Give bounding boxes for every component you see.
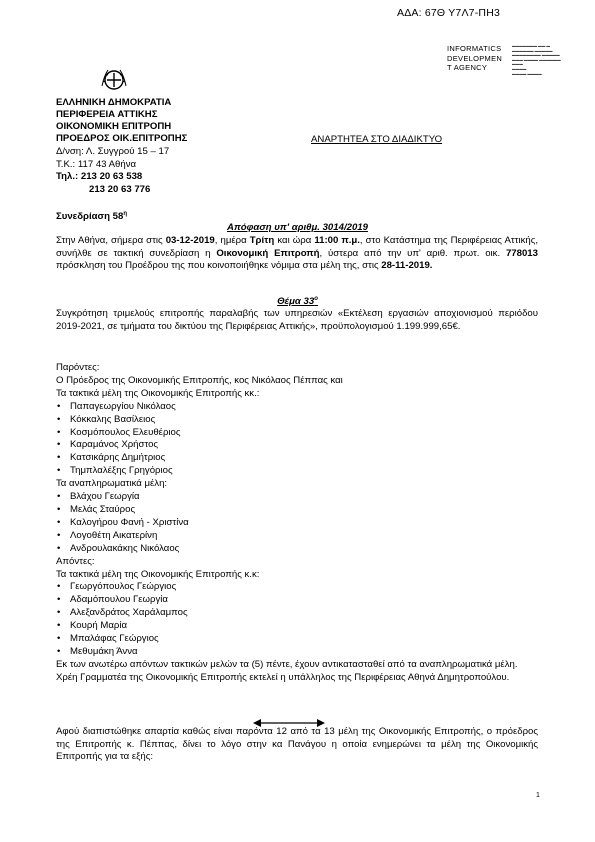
stamp-line-1: INFORMATICS: [447, 44, 502, 53]
chair-line: Ο Πρόεδρος της Οικονομικής Επιτροπής, κος Νικόλαος Πέππας και: [56, 374, 343, 386]
stamp-line-2: DEVELOPMEN: [447, 53, 503, 63]
list-item: • Βλάχου Γεωργία: [70, 491, 538, 504]
meeting-time: 11:00 π.μ.: [314, 235, 360, 246]
secretary-note: Χρέη Γραμματέα της Οικονομικής Επιτροπής εκτελεί η υπάλληλος της Περιφέρειας Αθηνά Δημητροπούλου.: [56, 671, 510, 683]
address: Δ/νση: Λ. Συγγρού 15 – 17: [56, 146, 170, 157]
absent-members-list: [56, 581, 538, 658]
quorum-paragraph: Αφού διαπιστώθηκε απαρτία καθώς είναι παρόντα 12 από τα 13 μέλη της Οικονομικής Επιτροπής, ο πρόεδρος της Επιτροπής κ. Πέππας, δίνει το λόγο στην κα Πανάγου η οποία ενημερώνει τα μέλη της Οικονομικής Επιτροπής για τα εξής:: [56, 726, 538, 762]
tel-1: 213 20 63 538: [80, 171, 143, 182]
meeting-day: Τρίτη: [249, 235, 275, 246]
header-line-1: ΕΛΛΗΝΙΚΗ ΔΗΜΟΚΡΑΤΙΑ: [56, 97, 172, 108]
list-item: • Αδαμόπουλου Γεωργία: [70, 594, 538, 607]
decision-title: Απόφαση υπ' αριθμ. 3014/2019: [227, 222, 368, 233]
postcode: Τ.Κ.: 117 43 Αθήνα: [56, 158, 137, 170]
invite-date: 28-11-2019.: [381, 260, 433, 271]
intro-paragraph: Στην Αθήνα, σήμερα στις 03-12-2019, ημέρα Τρίτη και ώρα 11:00 π.μ., στο Κατάστημα της Περιφέρειας Αττικής, συνήλθε σε τακτική συνεδρίαση η Οικονομική Επιτροπή, ύστερα από την υπ' αριθ. πρωτ. οικ. 778013 πρόσκληση του Προέδρου της που κοινοποιήθηκε νόμιμα στα μέλη της, στις 28-11-2019.: [56, 235, 538, 271]
absent-label: Απόντες:: [56, 555, 95, 567]
replaced-note: Εκ των ανωτέρω απόντων τακτικών μελών τα (5) πέντε, έχουν αντικατασταθεί από τα αναπληρωματικά μέλη.: [56, 658, 518, 670]
subject-text: Συγκρότηση τριμελούς επιτροπής παραλαβής των υπηρεσιών «Εκτέλεση εργασιών αποχιονισμού περιόδου 2019-2021, σε τμήματα του δικτύου της Περιφέρειας Αττικής», προϋπολογισμού 1.199.999,65€.: [56, 308, 538, 332]
protocol-number: 778013: [505, 247, 538, 259]
header-line-4: ΠΡΟΕΔΡΟΣ ΟΙΚ.ΕΠΙΤΡΟΠΗΣ: [56, 133, 188, 144]
meeting-date: 03-12-2019: [165, 235, 215, 246]
list-item: • Κατσικάρης Δημήτριος: [70, 452, 538, 465]
absent-regular-label: Τα τακτικά μέλη της Οικονομικής Επιτροπής κ.κ:: [56, 568, 260, 580]
list-item: • Μελάς Σταύρος: [70, 504, 538, 517]
subject-title: Θέμα $33^o$: [277, 296, 318, 308]
list-item: • Τημπλαλέξης Γρηγόριος: [70, 465, 538, 478]
present-label: Παρόντες:: [56, 362, 100, 373]
list-item: • Λογοθέτη Αικατερίνη: [70, 530, 538, 543]
issuer-header: [56, 97, 187, 145]
attendance-section: [56, 362, 538, 685]
list-item: • Μεθυμάκη Άννα: [70, 646, 538, 659]
ada-code: ΑΔΑ: 67Θ Υ7Λ7-ΠΗ3: [397, 7, 501, 19]
list-item: • Καραμάνος Χρήστος: [70, 439, 538, 452]
contact-block: [56, 146, 169, 196]
stamp-fine-print: ▬▬▬▬▬▬▬ ▬▬ ▬ ▬▬▬▬▬▬ ▬▬▬▬▬ ▬▬▬▬▬▬▬▬ ▬▬▬▬▬ ▬▬▬ ▬▬▬▬ ▬▬▬▬▬▬ ▬▬▬ ▬▬▬▬ ▬▬▬▬ ▬▬▬▬: [512, 44, 561, 76]
post-online-notice: ΑΝΑΡΤΗΤΕΑ ΣΤΟ ΔΙΑΔΙΚΤΥΟ: [311, 134, 443, 145]
tel-label: Τηλ.:: [56, 171, 79, 182]
session-number: Συνεδρίαση $58^\eta$: [56, 211, 127, 223]
greek-emblem-icon: [98, 64, 130, 96]
header-line-3: ΟΙΚΟΝΟΜΙΚΗ ΕΠΙΤΡΟΠΗ: [56, 121, 172, 132]
committee-name: Οικονομική Επιτροπή: [216, 247, 320, 259]
page-number: 1: [536, 792, 540, 799]
list-item: • Μπαλάφας Γεώργιος: [70, 633, 538, 646]
list-item: • Καλογήρου Φανή - Χριστίνα: [70, 517, 538, 530]
substitute-label: Τα αναπληρωματικά μέλη:: [56, 478, 168, 490]
list-item: • Κόκκαλης Βασίλειος: [70, 414, 538, 427]
list-item: • Κοσμόπουλος Ελευθέριος: [70, 427, 538, 440]
list-item: • Αλεξανδράτος Χαράλαμπος: [70, 607, 538, 620]
header-line-2: ΠΕΡΙΦΕΡΕΙΑ ΑΤΤΙΚΗΣ: [56, 109, 158, 120]
list-item: • Παπαγεωργίου Νικόλαος: [70, 401, 538, 414]
regular-label: Τα τακτικά μέλη της Οικονομικής Επιτροπής κκ.:: [56, 387, 260, 399]
regular-members-list: [56, 401, 538, 478]
substitute-members-list: [56, 491, 538, 556]
tel-2: 213 20 63 776: [89, 183, 151, 195]
list-item: • Ανδρουλακάκης Νικόλαος: [70, 543, 538, 556]
informatics-agency-stamp: [447, 44, 509, 73]
stamp-line-3: T AGENCY: [447, 63, 488, 72]
list-item: • Κουρή Μαρία: [70, 620, 538, 633]
list-item: • Γεωργόπουλος Γεώργιος: [70, 581, 538, 594]
